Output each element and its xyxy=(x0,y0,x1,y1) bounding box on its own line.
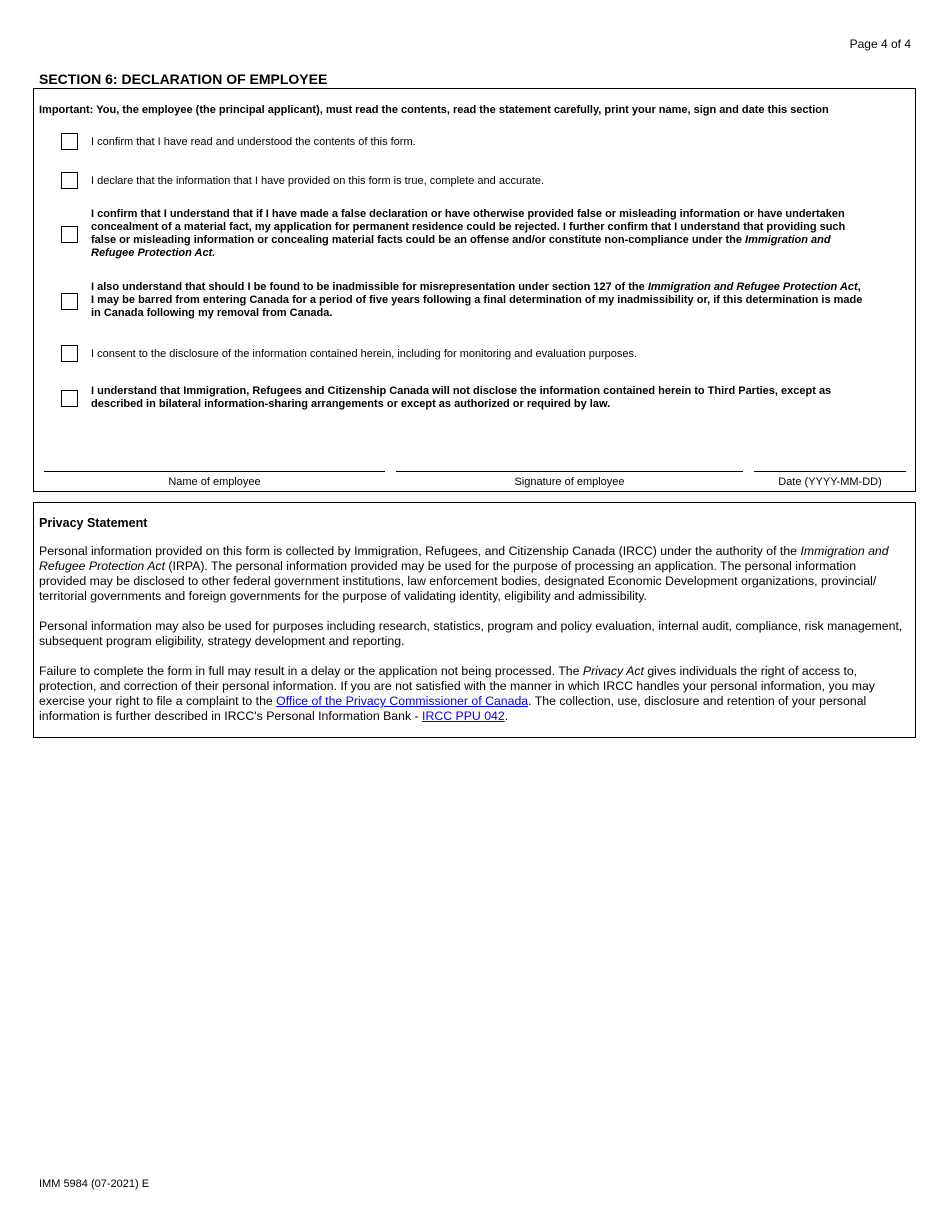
important-notice: Important: You, the employee (the principal applicant), must read the contents, read the statement carefully, print your name, sign and date this section xyxy=(39,104,829,116)
section-title: SECTION 6: DECLARATION OF EMPLOYEE xyxy=(39,71,328,87)
privacy-paragraph-1: Personal information provided on this form is collected by Immigration, Refugees, and Citizenship Canada (IRCC) under the authority of the Immigration and Refugee Protection Act (IRPA). The personal information provided may be used for the purpose of processing an application. The personal information provided may be disclosed to other federal government institutions, law enforcement bodies, designated Economic Development organizations, provincial/ territorial governments and foreign governments for the purpose of validating identity, eligibility and admissibility. xyxy=(39,544,889,603)
ircc-ppu-042-link[interactable]: IRCC PPU 042 xyxy=(422,709,505,723)
declaration-text: I declare that the information that I have provided on this form is true, complete and accurate. xyxy=(91,175,545,187)
declaration-text: I confirm that I have read and understood the contents of this form. xyxy=(91,136,416,148)
declaration-text: I confirm that I understand that if I have made a false declaration or have otherwise provided false or misleading information or have undertaken concealment of a material fact, my application for permanent residence could be rejected. I further confirm that I understand that providing such false or misleading information or concealing material facts could be an offense and/or constitute non-compliance under the Immigration and Refugee Protection Act. xyxy=(91,208,846,259)
privacy-title: Privacy Statement xyxy=(39,516,148,530)
signature-of-employee-field[interactable] xyxy=(396,471,743,472)
privacy-paragraph-2: Personal information may also be used for purposes including research, statistics, program and policy evaluation, internal audit, compliance, risk management, subsequent program eligibility, strategy development and reporting. xyxy=(39,619,903,648)
date-label: Date (YYYY-MM-DD) xyxy=(778,476,882,488)
privacy-paragraph-3: Failure to complete the form in full may result in a delay or the application not being processed. The Privacy Act gives individuals the right of access to, protection, and correction of their personal information. If you are not satisfied with the manner in which IRCC handles your personal information, you may exercise your right to file a complaint to the Office of the Privacy Commissioner of Canada. The collection, use, disclosure and retention of your personal information is further described in IRCC's Personal Information Bank - IRCC PPU 042. xyxy=(39,664,875,723)
declaration-checkbox-2[interactable] xyxy=(61,172,78,189)
declaration-checkbox-1[interactable] xyxy=(61,133,78,150)
declaration-checkbox-4[interactable] xyxy=(61,293,78,310)
form-code: IMM 5984 (07-2021) E xyxy=(39,1178,150,1190)
signature-of-employee-label: Signature of employee xyxy=(514,476,625,488)
date-field[interactable] xyxy=(754,471,906,472)
privacy-commissioner-link[interactable]: Office of the Privacy Commissioner of Canada xyxy=(276,694,529,708)
declaration-text: I understand that Immigration, Refugees and Citizenship Canada will not disclose the information contained herein to Third Parties, except as described in bilateral information-sharing arrangements or except as authorized or required by law. xyxy=(91,385,832,410)
name-of-employee-field[interactable] xyxy=(44,471,385,472)
declaration-checkbox-6[interactable] xyxy=(61,390,78,407)
declaration-checkbox-3[interactable] xyxy=(61,226,78,243)
page-number: Page 4 of 4 xyxy=(849,37,911,51)
declaration-checkbox-5[interactable] xyxy=(61,345,78,362)
declaration-text: I also understand that should I be found to be inadmissible for misrepresentation under section 127 of the Immigration and Refugee Protection Act, I may be barred from entering Canada for a period of five years following a final determination of my inadmissibility or, if this determination is made in Canada following my removal from Canada. xyxy=(91,281,863,319)
declaration-section xyxy=(33,88,916,492)
name-of-employee-label: Name of employee xyxy=(168,476,261,488)
declaration-text: I consent to the disclosure of the information contained herein, including for monitoring and evaluation purposes. xyxy=(91,348,638,360)
privacy-statement-section xyxy=(33,502,916,738)
